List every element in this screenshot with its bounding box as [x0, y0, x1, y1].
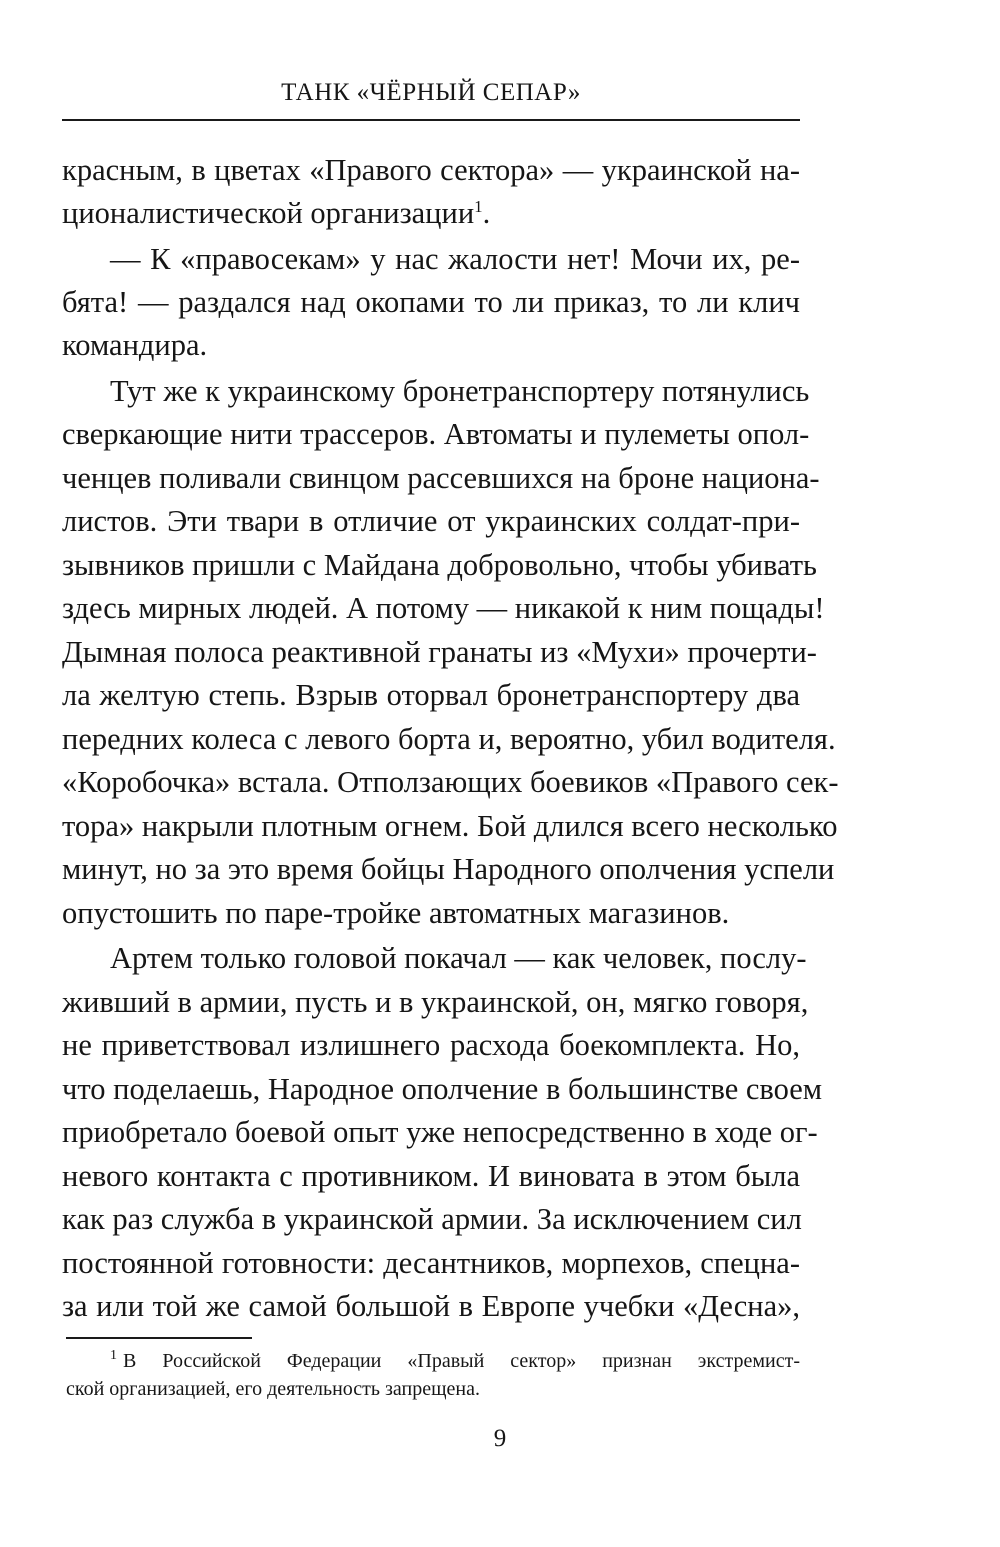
text-line: «Коробочка» встала. Отползающих боевиков «Правого сек- [62, 765, 839, 799]
text-line: невого контакта с противником. И виновата в этом была [62, 1159, 800, 1193]
text-line: зывников пришли с Майдана добровольно, чтобы убивать [62, 548, 817, 582]
text-line: не приветствовал излишнего расхода боекомплекта. Но, [62, 1028, 800, 1062]
text-line: Дымная полоса реактивной гранаты из «Мухи» прочерти- [62, 635, 817, 669]
text-line: — К «правосекам» у нас жалости нет! Мочи их, ре- [110, 242, 800, 276]
text-line: живший в армии, пусть и в украинской, он, мягко говоря, [62, 985, 809, 1019]
text-line: приобретало боевой опыт уже непосредственно в ходе ог- [62, 1115, 818, 1149]
text-line: здесь мирных людей. А потому — никакой к ним пощады! [62, 591, 825, 625]
text-line: опустошить по паре-тройке автоматных магазинов. [62, 896, 730, 930]
text-line: красным, в цветах «Правого сектора» — украинской на- [62, 153, 800, 187]
header-rule [62, 119, 800, 121]
text-line: ционалистической организации$^1$. [62, 196, 491, 230]
text-line: сверкающие нити трассеров. Автоматы и пулеметы опол- [62, 417, 810, 451]
text-line: постоянной готовности: десантников, морпехов, спецна- [62, 1246, 800, 1280]
text-line: Тут же к украинскому бронетранспортеру потянулись [110, 374, 810, 408]
text-line: минут, но за это время бойцы Народного ополчения успели [62, 852, 835, 886]
text-line: тора» накрыли плотным огнем. Бой длился всего несколько [62, 809, 838, 843]
page-number: 9 [493, 1425, 507, 1452]
footnote-line: ской организацией, его деятельность запрещена. [66, 1378, 480, 1400]
text-line: что поделаешь, Народное ополчение в большинстве своем [62, 1072, 823, 1106]
footnote-ref[interactable]: 1 [474, 196, 483, 216]
text-line: бята! — раздался над окопами то ли приказ, то ли клич [62, 285, 800, 319]
text-line: ченцев поливали свинцом рассевшихся на броне национа- [62, 461, 820, 495]
text-line: передних колеса с левого борта и, вероятно, убил водителя. [62, 722, 836, 756]
text-line: листов. Эти твари в отличие от украинских солдат-при- [62, 504, 800, 538]
text-line: за или той же самой большой в Европе учебки «Десна», [62, 1289, 800, 1323]
text-line: Артем только головой покачал — как человек, послу- [110, 941, 807, 975]
text-line: командира. [62, 328, 208, 362]
footnote-number: 1 [110, 1348, 117, 1364]
footnote-rule [66, 1337, 252, 1339]
footnote-line: $^1$ В Российской Федерации «Правый сектор» признан экстремист- [110, 1348, 800, 1372]
text-line: как раз служба в украинской армии. За исключением сил [62, 1202, 802, 1236]
text-line: ла желтую степь. Взрыв оторвал бронетранспортеру два [62, 678, 800, 712]
running-head: ТАНК «ЧЁРНЫЙ СЕПАР» [281, 79, 581, 106]
